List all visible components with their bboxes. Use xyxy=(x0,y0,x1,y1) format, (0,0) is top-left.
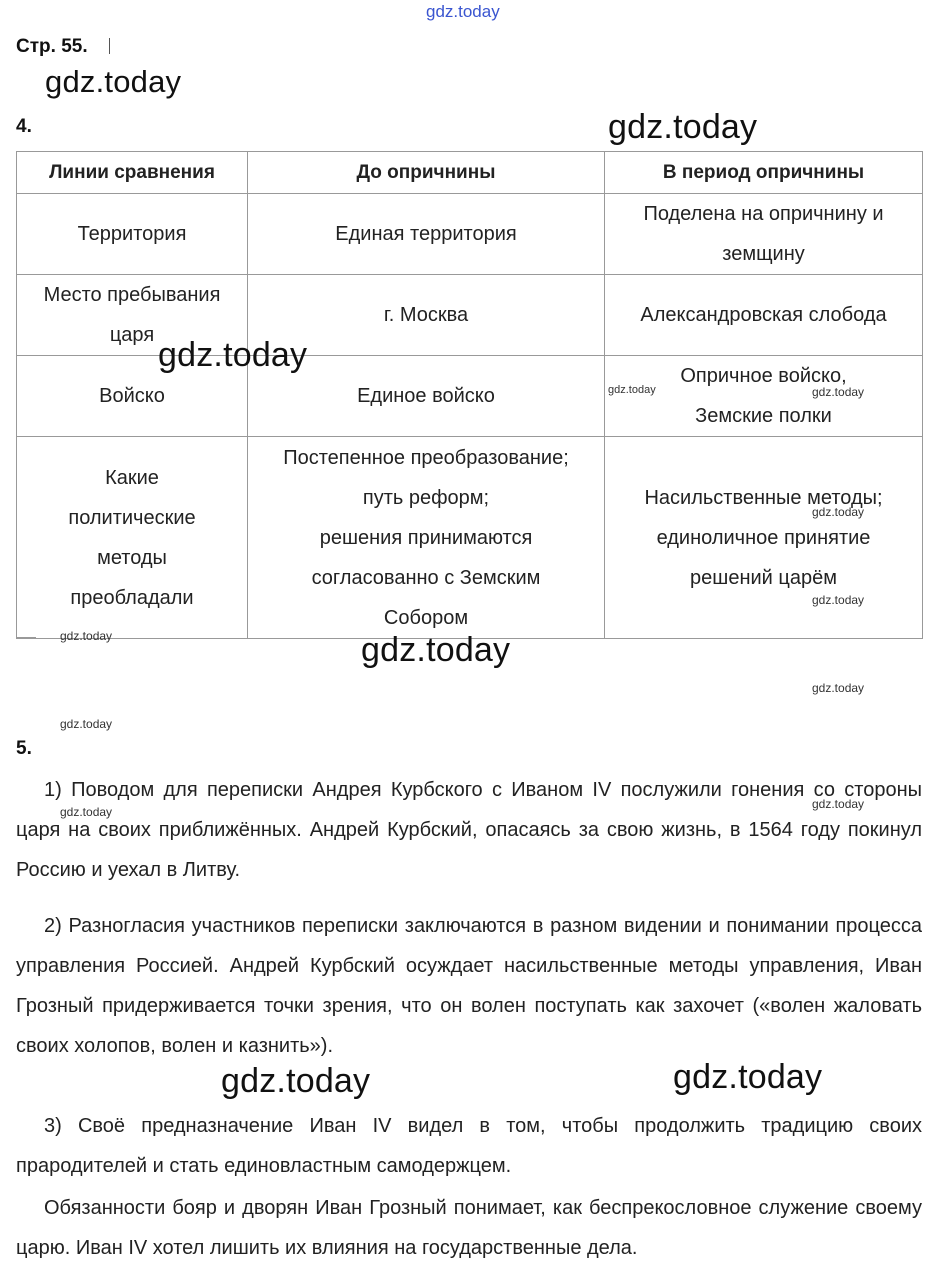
watermark: gdz.today xyxy=(361,631,511,669)
header-comparison-lines: Линии сравнения xyxy=(17,152,248,194)
divider xyxy=(16,637,36,638)
watermark-small: gdz.today xyxy=(812,593,865,607)
table-cell: Насильственные методы; единоличное принятие решений царём xyxy=(605,437,923,639)
table-header-row xyxy=(17,152,923,194)
task-4-heading: 4. xyxy=(16,116,32,137)
table-cell: Постепенное преобразование; путь реформ; решения принимаются согласованно с Земским Собором xyxy=(248,437,605,639)
watermark: gdz.today xyxy=(608,108,758,146)
watermark-small: gdz.today xyxy=(812,681,865,695)
text-cursor-mark xyxy=(109,38,110,54)
paragraph: 3) Своё предназначение Иван IV видел в том, чтобы продолжить традицию своих прародителей и стать единовластным самодержцем. xyxy=(16,1115,922,1177)
page-reference: Стр. 55. xyxy=(16,36,88,57)
table-cell: Место пребывания царя xyxy=(17,275,248,356)
watermark: gdz.today xyxy=(158,336,308,374)
watermark-small: gdz.today xyxy=(812,505,865,519)
watermark: gdz.today xyxy=(45,64,182,99)
table-cell: Единое войско xyxy=(248,356,605,437)
table-cell: Александровская слобода xyxy=(605,275,923,356)
table-row xyxy=(17,437,923,639)
watermark: gdz.today xyxy=(673,1058,823,1096)
watermark-small: gdz.today xyxy=(608,384,656,396)
watermark-small: gdz.today xyxy=(60,629,113,643)
watermark-small: gdz.today xyxy=(812,797,865,811)
table-cell: Войско xyxy=(17,356,248,437)
table-row xyxy=(17,194,923,275)
table-cell: Какие политические методы преобладали xyxy=(17,437,248,639)
watermark-small: gdz.today xyxy=(60,805,113,819)
watermark-top: gdz.today xyxy=(426,2,500,21)
watermark-small: gdz.today xyxy=(60,717,113,731)
table-row xyxy=(17,356,923,437)
comparison-table xyxy=(16,151,923,639)
table-cell: Единая территория xyxy=(248,194,605,275)
paragraph: Обязанности бояр и дворян Иван Грозный понимает, как беспрекословное служение своему царю. Иван IV хотел лишить их влияния на государственные дела. xyxy=(16,1197,922,1259)
task-5-heading: 5. xyxy=(16,738,32,759)
watermark-small: gdz.today xyxy=(812,385,865,399)
table-cell: Опричное войско, Земские полки xyxy=(605,356,923,437)
paragraph: 1) Поводом для переписки Андрея Курбского с Иваном IV послужили гонения со стороны царя на своих приближённых. Андрей Курбский, опасаясь за свою жизнь, в 1564 году покинул Россию и уехал в Литву. xyxy=(16,779,922,881)
header-during-oprichnina: В период опричнины xyxy=(605,152,923,194)
header-before-oprichnina: До опричнины xyxy=(248,152,605,194)
table-row xyxy=(17,275,923,356)
table-cell: Поделена на опричнину и земщину xyxy=(605,194,923,275)
table-cell: г. Москва xyxy=(248,275,605,356)
watermark: gdz.today xyxy=(221,1062,371,1100)
paragraph: 2) Разногласия участников переписки заключаются в разном видении и понимании процесса управления Россией. Андрей Курбский осуждает насильственные методы управления, Иван Грозный придерживается точки зрения, что он волен поступать как захочет («волен жаловать своих холопов, волен и казнить»). xyxy=(16,915,922,1057)
table-cell: Территория xyxy=(17,194,248,275)
